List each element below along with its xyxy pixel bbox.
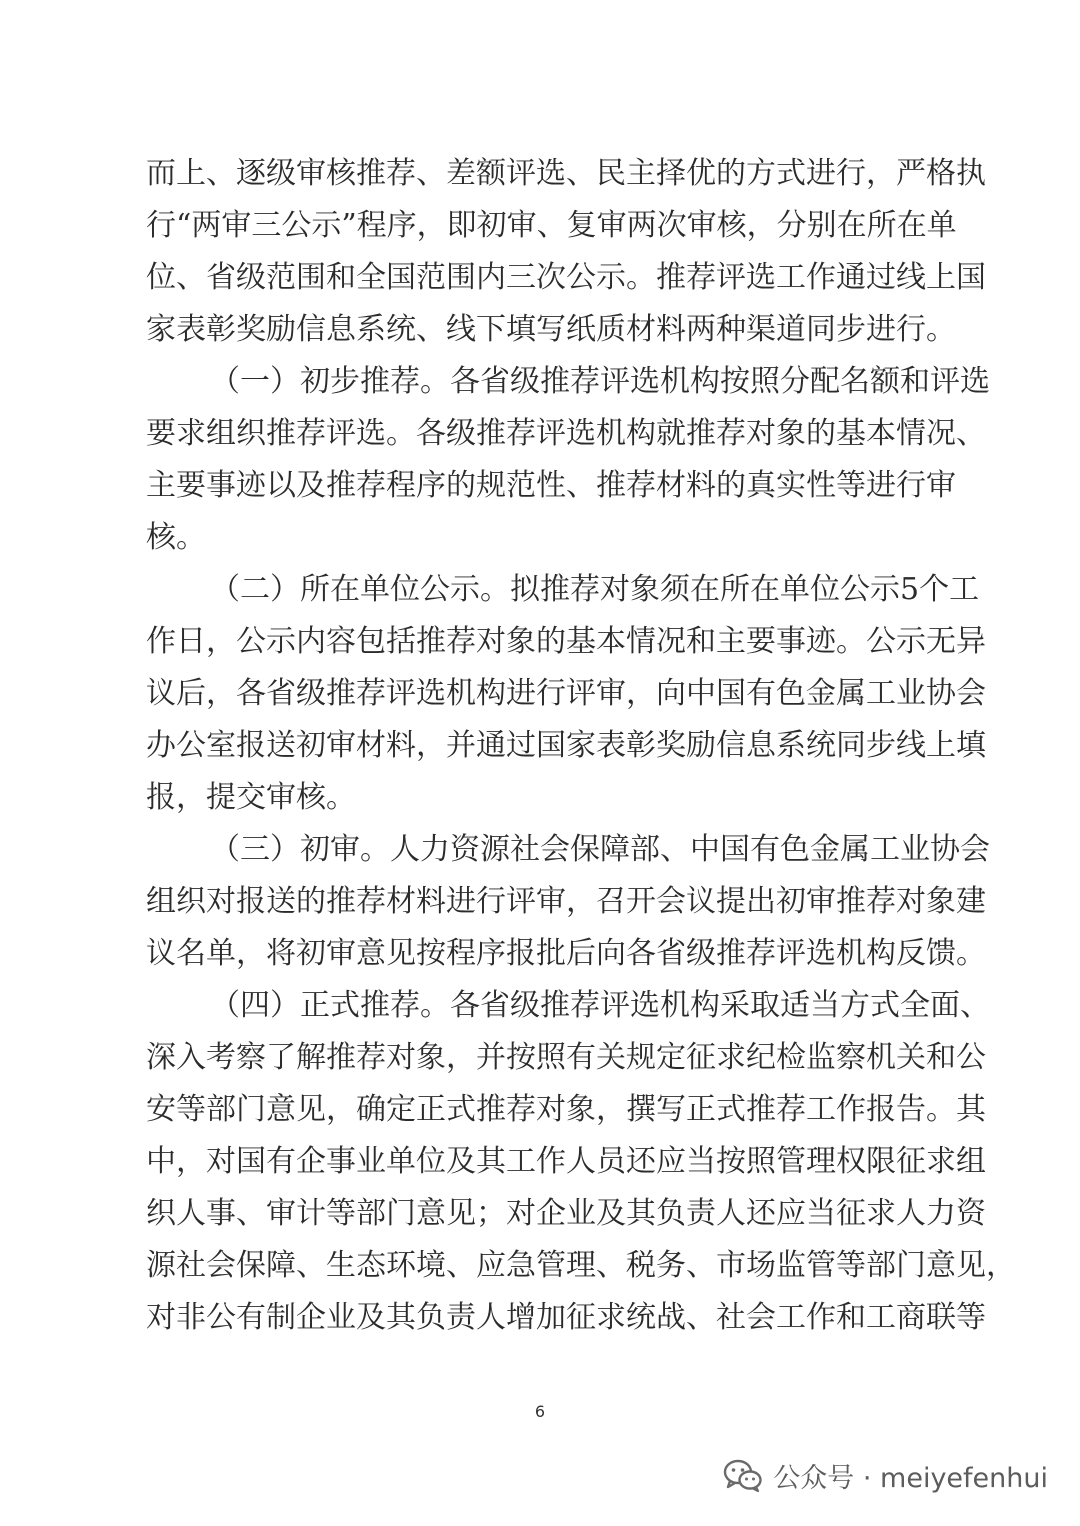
text-line: 议后，各省级推荐评选机构进行评审，向中国有色金属工业协会 [146, 676, 986, 711]
text-line: 核。 [146, 520, 206, 555]
text-line: 对非公有制企业及其负责人增加征求统战、社会工作和工商联等 [146, 1300, 986, 1335]
text-line: 深入考察了解推荐对象，并按照有关规定征求纪检监察机关和公 [146, 1040, 986, 1075]
page-number: 6 [534, 1402, 546, 1421]
text-line: 行“两审三公示”程序，即初审、复审两次审核，分别在所在单 [146, 208, 957, 243]
text-line: （二）所在单位公示。拟推荐对象须在所在单位公示5个工 [210, 572, 980, 607]
wechat-icon [723, 1459, 763, 1493]
text-line: 作日，公示内容包括推荐对象的基本情况和主要事迹。公示无异 [146, 624, 986, 659]
text-line: 办公室报送初审材料，并通过国家表彰奖励信息系统同步线上填 [146, 728, 986, 763]
text-line: 组织对报送的推荐材料进行评审，召开会议提出初审推荐对象建 [146, 884, 986, 919]
body-text [146, 148, 1016, 1344]
text-line: （一）初步推荐。各省级推荐评选机构按照分配名额和评选 [210, 364, 990, 399]
text-line: 家表彰奖励信息系统、线下填写纸质材料两种渠道同步进行。 [146, 312, 956, 347]
text-line: 报，提交审核。 [146, 780, 356, 815]
text-line: （四）正式推荐。各省级推荐评选机构采取适当方式全面、 [210, 988, 990, 1023]
text-line: 而上、逐级审核推荐、差额评选、民主择优的方式进行，严格执 [146, 156, 986, 191]
text-line: （三）初审。人力资源社会保障部、中国有色金属工业协会 [210, 832, 990, 867]
text-line: 中，对国有企事业单位及其工作人员还应当按照管理权限征求组 [146, 1144, 986, 1179]
text-line: 织人事、审计等部门意见；对企业及其负责人还应当征求人力资 [146, 1196, 986, 1231]
watermark-text: 公众号 · meiyefenhui [773, 1463, 1048, 1494]
text-line: 位、省级范围和全国范围内三次公示。推荐评选工作通过线上国 [146, 260, 986, 295]
text-line: 主要事迹以及推荐程序的规范性、推荐材料的真实性等进行审 [146, 468, 956, 503]
watermark [723, 1456, 1048, 1495]
text-line: 源社会保障、生态环境、应急管理、税务、市场监管等部门意见， [146, 1248, 1016, 1283]
text-line: 安等部门意见，确定正式推荐对象，撰写正式推荐工作报告。其 [146, 1092, 986, 1127]
text-line: 议名单，将初审意见按程序报批后向各省级推荐评选机构反馈。 [146, 936, 986, 971]
text-line: 要求组织推荐评选。各级推荐评选机构就推荐对象的基本情况、 [146, 416, 986, 451]
